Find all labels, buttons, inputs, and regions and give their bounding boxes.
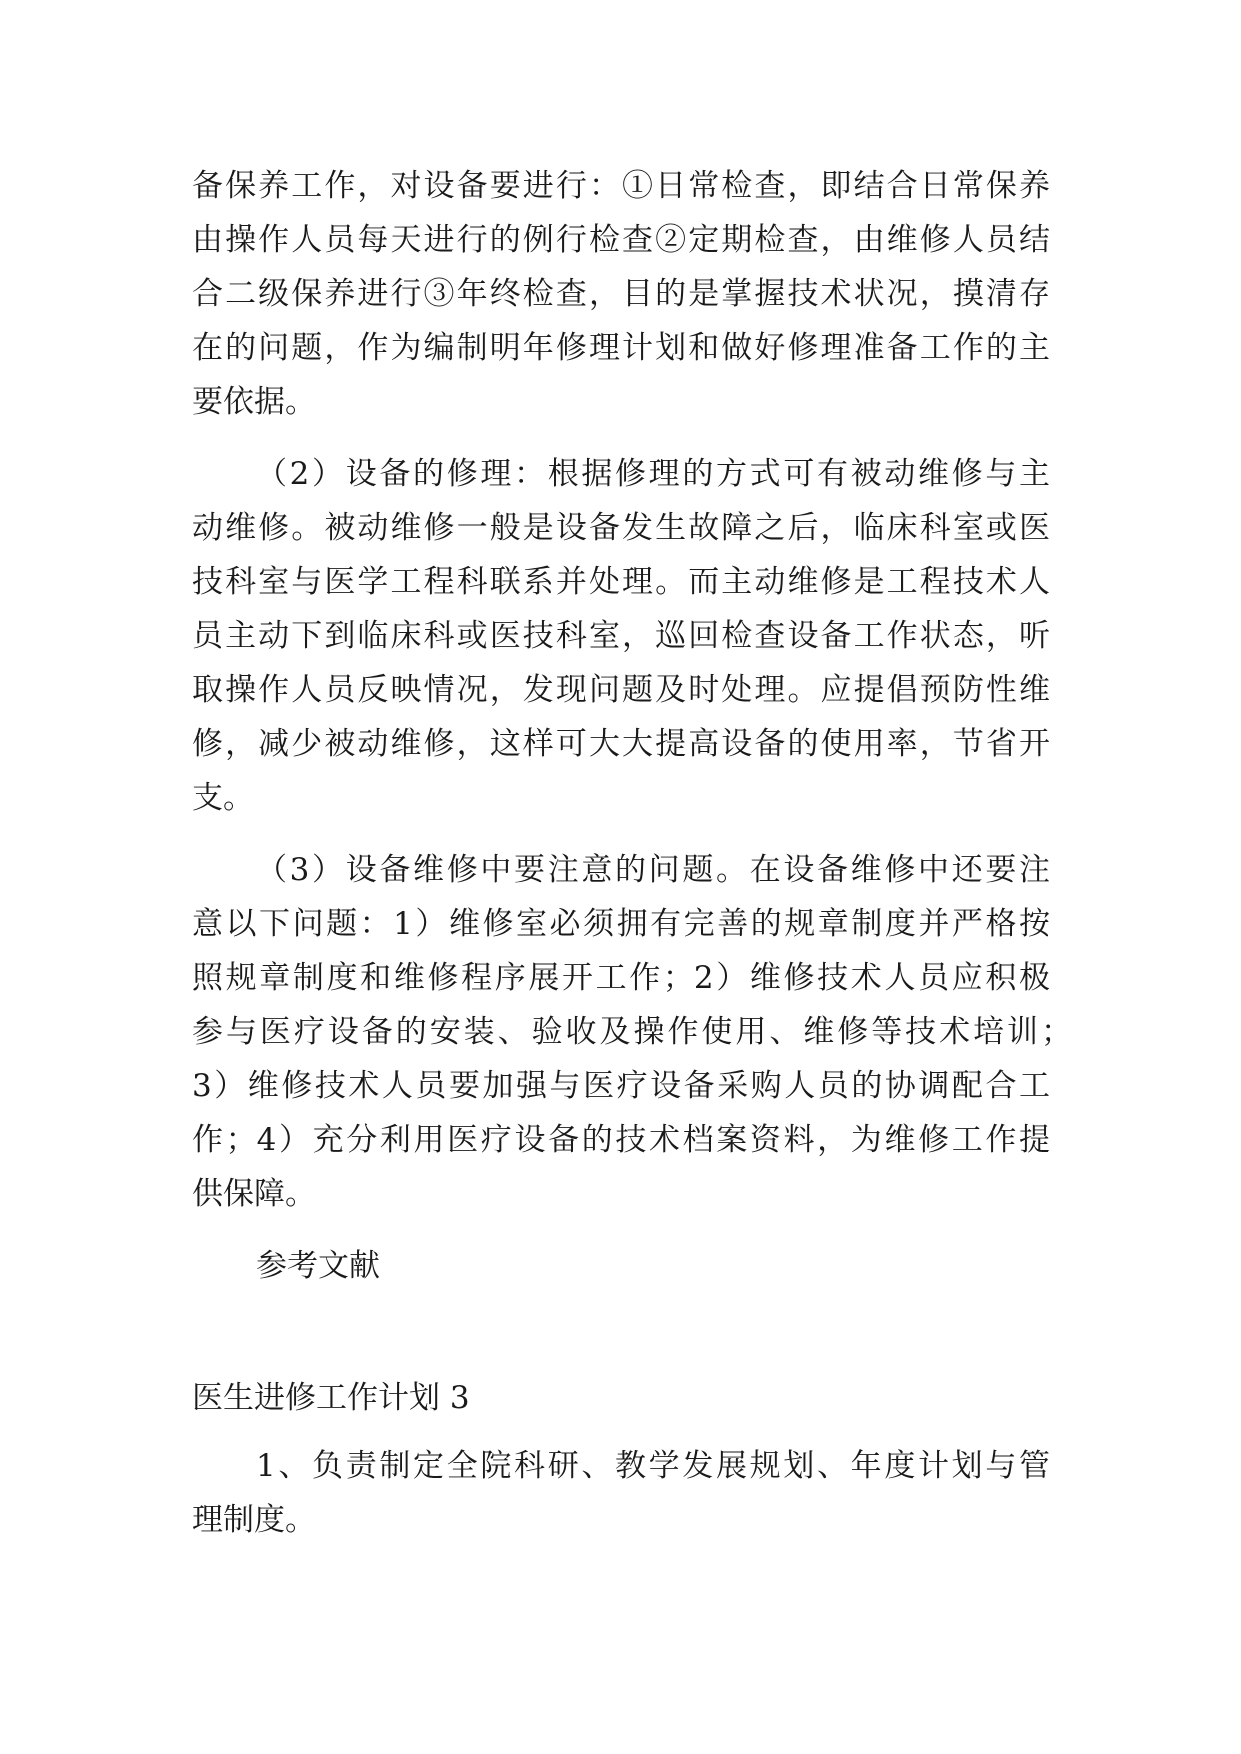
paragraph-start-line: （2）设备的修理：根据修理的方式可有被动维修与主 [256,456,1050,492]
references-heading: 参考文献 [256,1248,380,1284]
text-line: 照规章制度和维修程序展开工作；2）维修技术人员应积极 [192,960,1050,996]
text-line: 参与医疗设备的安装、验收及操作使用、维修等技术培训； [192,1014,1072,1050]
text-line: 取操作人员反映情况，发现问题及时处理。应提倡预防性维 [192,672,1050,708]
text-line: 员主动下到临床科或医技科室，巡回检查设备工作状态，听 [192,618,1050,654]
text-line: 技科室与医学工程科联系并处理。而主动维修是工程技术人 [192,564,1050,600]
text-line: 支。 [192,780,254,816]
text-line: 合二级保养进行③年终检查，目的是掌握技术状况，摸清存 [192,276,1050,312]
text-line: 在的问题，作为编制明年修理计划和做好修理准备工作的主 [192,330,1050,366]
text-line: 备保养工作，对设备要进行：①日常检查，即结合日常保养 [192,168,1050,204]
text-line: 3）维修技术人员要加强与医疗设备采购人员的协调配合工 [192,1068,1050,1104]
text-line: 理制度。 [192,1502,316,1538]
text-line: 要依据。 [192,384,316,420]
text-line: 动维修。被动维修一般是设备发生故障之后，临床科室或医 [192,510,1050,546]
paragraph-start-line: 1、负责制定全院科研、教学发展规划、年度计划与管 [256,1448,1050,1484]
text-line: 由操作人员每天进行的例行检查②定期检查，由维修人员结 [192,222,1050,258]
text-line: 修，减少被动维修，这样可大大提高设备的使用率，节省开 [192,726,1050,762]
section-title: 医生进修工作计划 3 [192,1380,470,1416]
text-line: 意以下问题：1）维修室必须拥有完善的规章制度并严格按 [192,906,1050,942]
paragraph-start-line: （3）设备维修中要注意的问题。在设备维修中还要注 [256,852,1050,888]
text-line: 供保障。 [192,1176,316,1212]
text-line: 作；4）充分利用医疗设备的技术档案资料，为维修工作提 [192,1122,1050,1158]
